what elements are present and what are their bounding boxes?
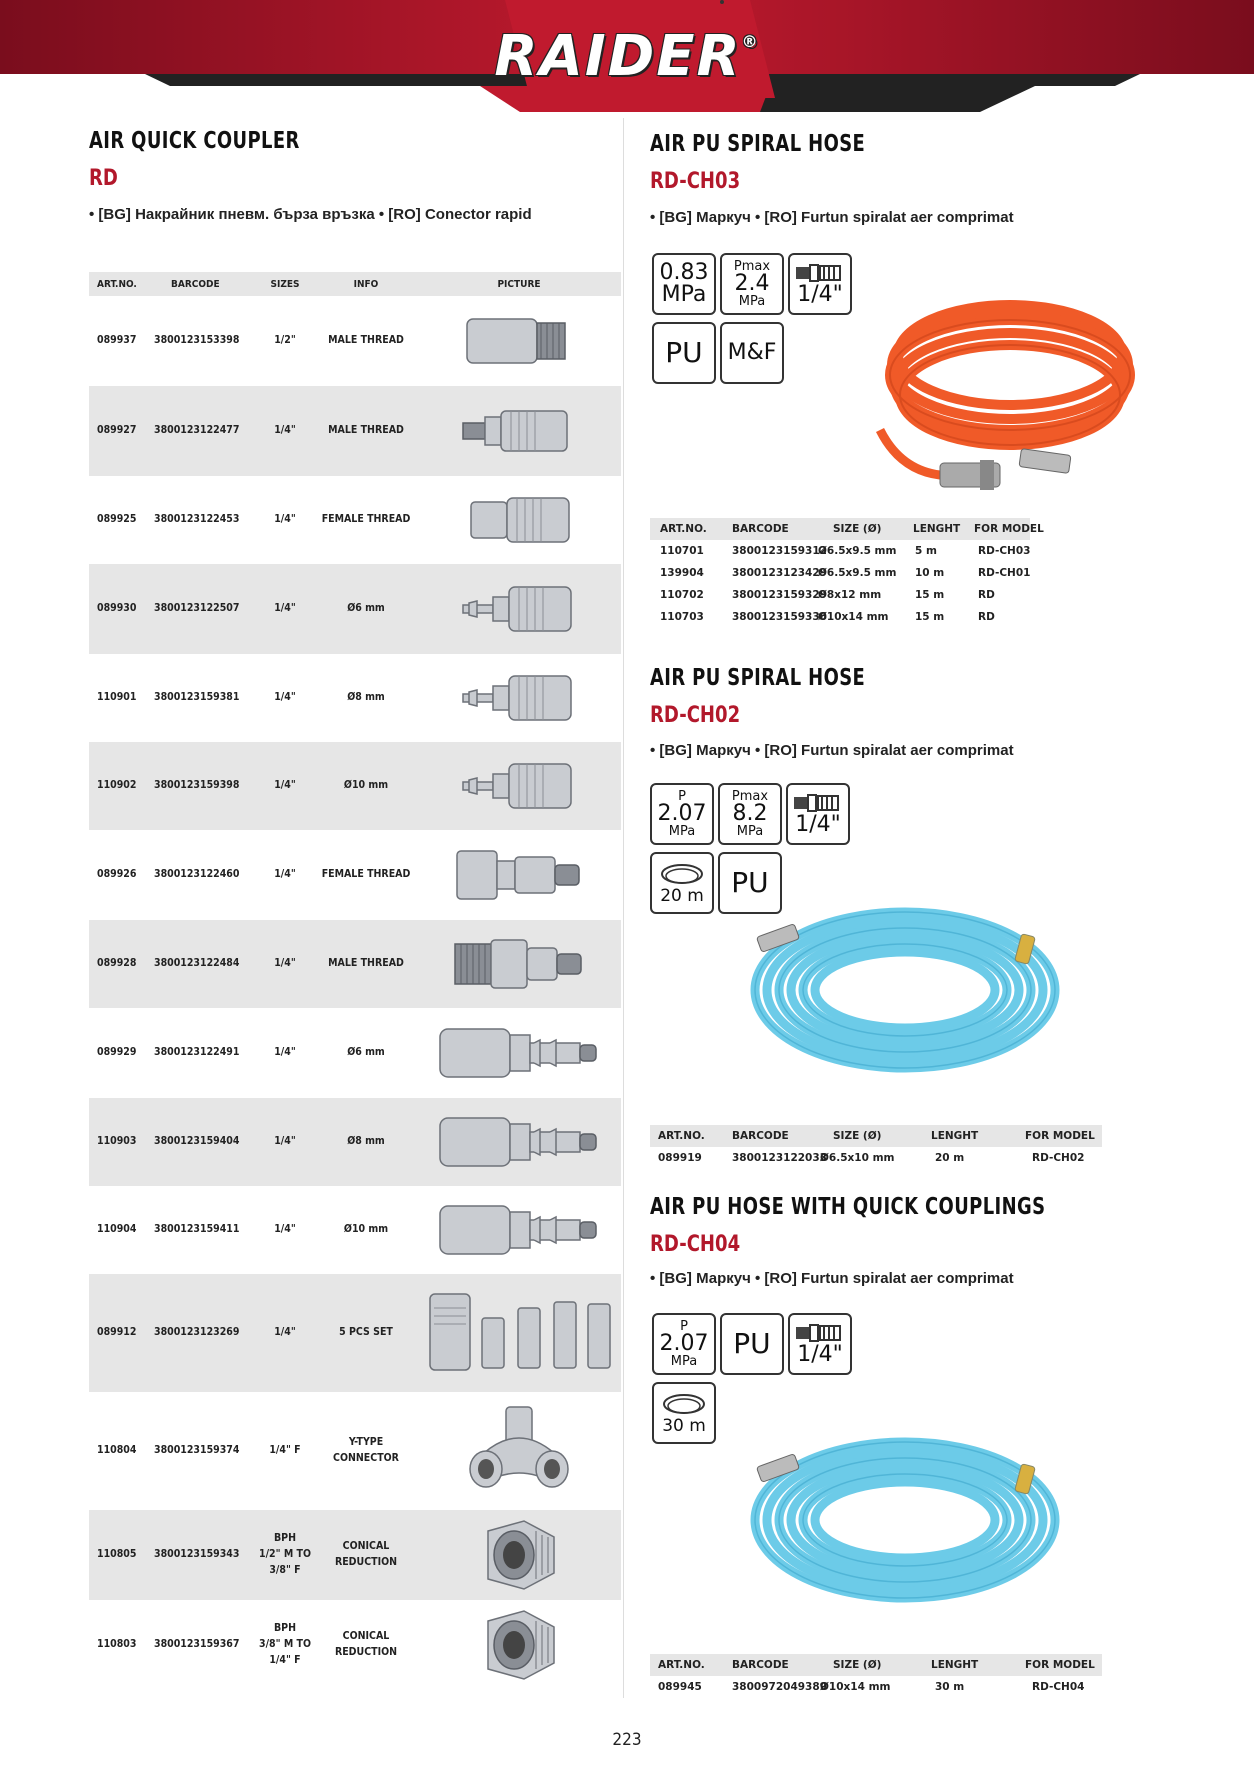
product-picture (419, 564, 619, 654)
length: 15 m (915, 611, 945, 623)
material-icon (652, 322, 716, 384)
p-label: P (678, 789, 686, 804)
table-row (89, 1186, 621, 1274)
barcode: 3800123159404 (154, 1135, 240, 1148)
ch03-table (650, 518, 1044, 628)
info: Ø10 mm (343, 1223, 389, 1236)
product-picture (419, 1008, 619, 1098)
art-number: 089926 (97, 868, 137, 881)
material-value: PU (665, 336, 703, 369)
p-label: P (680, 1319, 688, 1334)
product-picture (419, 920, 619, 1008)
barcode: 3800123159343 (154, 1548, 240, 1561)
product-picture (419, 830, 619, 920)
ch04-table (650, 1654, 1102, 1698)
thread-size: 1/4" (795, 812, 841, 837)
art-number: 089945 (658, 1681, 702, 1693)
product-picture (419, 1186, 619, 1274)
table-row (89, 476, 621, 564)
info: Ø8 mm (347, 691, 385, 704)
product-picture (419, 1600, 619, 1690)
section-title-ch03: AIR PU SPIRAL HOSE (650, 131, 866, 157)
table-row (89, 654, 621, 742)
working-pressure-icon (652, 1313, 716, 1375)
header-art: ART.NO. (658, 1130, 705, 1142)
pmax-label: Pmax (733, 259, 771, 274)
for-model: RD-CH02 (1032, 1152, 1085, 1164)
mf-icon (720, 322, 784, 384)
spiral-hose-orange-image (860, 280, 1160, 500)
table-row (89, 1510, 621, 1600)
header-model: FOR MODEL (974, 523, 1044, 535)
size: 1/4" (274, 957, 296, 970)
barcode: 3800123153398 (154, 334, 240, 347)
barcode: 3800123122477 (154, 424, 240, 437)
info: CONICAL REDUCTION (334, 1540, 398, 1568)
header-barcode: BARCODE (732, 523, 789, 535)
section-model-ch03: RD-CH03 (650, 169, 741, 194)
brand-logo: RAIDER® (494, 24, 760, 89)
art-number: 110701 (660, 545, 704, 557)
art-number: 110903 (97, 1135, 137, 1148)
barcode: 3800123159312 (732, 545, 827, 557)
pressure-value: 0.83 (659, 260, 709, 285)
section-title-coupler: AIR QUICK COUPLER (89, 128, 300, 154)
header-length: LENGHT (931, 1130, 979, 1142)
barcode: 3800123123269 (154, 1326, 240, 1339)
size: BPH 1/2" M TO 3/8" F (259, 1532, 311, 1576)
thread-size: 1/4" (797, 282, 843, 307)
pmax-value: 2.4 (734, 271, 770, 296)
size: 1/4" (274, 424, 296, 437)
info: MALE THREAD (328, 424, 404, 437)
for-model: RD (978, 611, 995, 623)
header-length: LENGHT (913, 523, 961, 535)
art-number: 089929 (97, 1046, 137, 1059)
table-row (650, 562, 1030, 584)
pmax-unit: MPa (736, 824, 764, 839)
table-row (650, 584, 1030, 606)
table-row (89, 742, 621, 830)
header-model: FOR MODEL (1025, 1130, 1095, 1142)
barcode: 3800123159411 (154, 1223, 240, 1236)
table-row (89, 1008, 621, 1098)
table-row (89, 386, 621, 476)
thread-fitting-icon (794, 1322, 846, 1344)
art-number: 089912 (97, 1326, 137, 1339)
info: MALE THREAD (328, 334, 404, 347)
thread-icon (786, 783, 850, 845)
header-size: SIZE (Ø) (833, 1659, 882, 1671)
table-row (89, 296, 621, 386)
coupler-table (89, 272, 621, 1690)
ch02-table-body (650, 1147, 1102, 1169)
coupler-table-header (89, 272, 621, 296)
size: 1/4" (274, 513, 296, 526)
barcode: 3800123123429 (732, 567, 827, 579)
barcode: 3800123122033 (732, 1152, 827, 1164)
header-barcode: BARCODE (732, 1130, 789, 1142)
art-number: 089928 (97, 957, 137, 970)
material-value: PU (731, 866, 769, 899)
thread-icon (788, 1313, 852, 1375)
size: 1/4" F (269, 1444, 301, 1457)
size: 1/4" (274, 1135, 296, 1148)
column-divider (623, 118, 624, 1698)
thread-size: 1/4" (797, 1342, 843, 1367)
table-row (89, 1600, 621, 1690)
art-number: 110804 (97, 1444, 137, 1457)
pressure-icon (652, 253, 716, 315)
barcode: 3800123159329 (732, 589, 827, 601)
size: 1/4" (274, 1046, 296, 1059)
section-desc-ch02: • [BG] Маркуч • [RO] Furtun spiralat aer comprimat (650, 742, 1014, 759)
page-header (0, 0, 1254, 112)
pmax-unit: MPa (738, 294, 766, 309)
hose-length-value: 20 m (660, 885, 704, 906)
thread-fitting-icon (792, 792, 844, 814)
size: 1/4" (274, 602, 296, 615)
art-number: 110803 (97, 1638, 137, 1651)
ch03-table-body (650, 540, 1030, 628)
pmax-icon (718, 783, 782, 845)
pressure-unit: MPa (668, 824, 696, 839)
table-row (650, 606, 1030, 628)
header-info: INFO (353, 278, 379, 290)
ch02-table-header (650, 1125, 1102, 1147)
table-row (650, 540, 1030, 562)
section-model-ch02: RD-CH02 (650, 703, 741, 728)
pmax-icon (720, 0, 724, 4)
barcode: 3800123159381 (154, 691, 240, 704)
thread-fitting-icon (794, 262, 846, 284)
pressure-value: 2.07 (659, 1331, 709, 1356)
art-number: 089925 (97, 513, 137, 526)
size: Ø6.5x9.5 mm (818, 567, 897, 579)
hose-coil-icon (658, 862, 706, 888)
header-sizes: SIZES (270, 278, 300, 290)
product-picture (419, 386, 619, 476)
barcode: 3800123122507 (154, 602, 240, 615)
table-row (89, 1274, 621, 1392)
size: Ø10x14 mm (818, 611, 889, 623)
header-size: SIZE (Ø) (833, 1130, 882, 1142)
for-model: RD-CH01 (978, 567, 1031, 579)
info: FEMALE THREAD (321, 868, 411, 881)
header-art: ART.NO. (660, 523, 707, 535)
barcode: 3800123122453 (154, 513, 240, 526)
info: MALE THREAD (328, 957, 404, 970)
info: Ø6 mm (347, 1046, 385, 1059)
barcode: 3800972049389 (732, 1681, 827, 1693)
art-number: 089930 (97, 602, 137, 615)
size: 1/4" (274, 868, 296, 881)
barcode: 3800123159398 (154, 779, 240, 792)
product-picture (419, 1274, 619, 1392)
barcode: 3800123159336 (732, 611, 827, 623)
art-number: 139904 (660, 567, 704, 579)
mf-value: M&F (727, 340, 777, 365)
section-desc-coupler: • [BG] Накрайник пневм. бърза връзка • [RO] Conector rapid (89, 206, 532, 223)
material-value: PU (733, 1327, 771, 1360)
size: BPH 3/8" M TO 1/4" F (259, 1622, 311, 1666)
material-icon (720, 1313, 784, 1375)
hose-length-icon (652, 1382, 716, 1444)
for-model: RD-CH03 (978, 545, 1031, 557)
info: Ø8 mm (347, 1135, 385, 1148)
art-number: 089937 (97, 334, 137, 347)
size: Ø6.5x10 mm (820, 1152, 895, 1164)
art-number: 110805 (97, 1548, 137, 1561)
ch04-table-header (650, 1654, 1102, 1676)
size: Ø6.5x9.5 mm (818, 545, 897, 557)
header-size: SIZE (Ø) (833, 523, 882, 535)
section-title-ch04: AIR PU HOSE WITH QUICK COUPLINGS (650, 1194, 1046, 1220)
pmax-label: Pmax (731, 789, 769, 804)
header-barcode: BARCODE (171, 278, 220, 290)
product-picture (419, 1098, 619, 1186)
size: Ø8x12 mm (818, 589, 882, 601)
hose-length-icon (650, 852, 714, 914)
info: Ø6 mm (347, 602, 385, 615)
table-row (650, 1147, 1102, 1169)
size: 1/2" (274, 334, 296, 347)
art-number: 089927 (97, 424, 137, 437)
header-art: ART.NO. (97, 278, 137, 290)
header-model: FOR MODEL (1025, 1659, 1095, 1671)
pressure-unit: MPa (670, 1354, 698, 1369)
thread-icon (788, 253, 852, 315)
barcode: 3800123159367 (154, 1638, 240, 1651)
section-desc-ch03: • [BG] Маркуч • [RO] Furtun spiralat aer comprimat (650, 209, 1014, 226)
pressure-unit: MPa (661, 282, 707, 307)
ch04-table-body (650, 1676, 1102, 1698)
art-number: 110703 (660, 611, 704, 623)
length: 30 m (935, 1681, 965, 1693)
product-picture (419, 742, 619, 830)
product-picture (419, 1510, 619, 1600)
size: 1/4" (274, 779, 296, 792)
section-model-ch04: RD-CH04 (650, 1232, 741, 1257)
info: Y-TYPE CONNECTOR (333, 1436, 399, 1464)
header-picture: PICTURE (497, 278, 541, 290)
art-number: 110901 (97, 691, 137, 704)
art-number: 089919 (658, 1152, 702, 1164)
table-row (89, 1392, 621, 1510)
hose-coil-icon (660, 1392, 708, 1418)
barcode: 3800123122460 (154, 868, 240, 881)
barcode: 3800123122484 (154, 957, 240, 970)
art-number: 110904 (97, 1223, 137, 1236)
coupler-table-body (89, 296, 621, 1690)
table-row (650, 1676, 1102, 1698)
info: FEMALE THREAD (321, 513, 411, 526)
info: CONICAL REDUCTION (334, 1630, 398, 1658)
info: 5 PCS SET (339, 1326, 393, 1339)
size: 1/4" (274, 1326, 296, 1339)
section-desc-ch04: • [BG] Маркуч • [RO] Furtun spiralat aer comprimat (650, 1270, 1014, 1287)
art-number: 110702 (660, 589, 704, 601)
barcode: 3800123122491 (154, 1046, 240, 1059)
art-number: 110902 (97, 779, 137, 792)
section-title-ch02: AIR PU SPIRAL HOSE (650, 665, 866, 691)
product-picture (419, 296, 619, 386)
pmax-icon-box (720, 253, 784, 315)
section-model-coupler: RD (89, 166, 118, 191)
length: 15 m (915, 589, 945, 601)
length: 20 m (935, 1152, 965, 1164)
length: 5 m (915, 545, 937, 557)
header-barcode: BARCODE (732, 1659, 789, 1671)
product-picture (419, 1392, 619, 1510)
hose-blue-image-ch04 (740, 1410, 1070, 1620)
hose-length-value: 30 m (662, 1415, 706, 1436)
pressure-value: 2.07 (657, 801, 707, 826)
page-number: 223 (612, 1730, 642, 1750)
barcode: 3800123159374 (154, 1444, 240, 1457)
length: 10 m (915, 567, 945, 579)
size: Ø10x14 mm (820, 1681, 891, 1693)
ch02-table (650, 1125, 1102, 1169)
product-picture (419, 654, 619, 742)
table-row (89, 920, 621, 1008)
ch03-table-header (650, 518, 1044, 540)
hose-blue-image-ch02 (740, 880, 1070, 1090)
for-model: RD (978, 589, 995, 601)
size: 1/4" (274, 691, 296, 704)
header-length: LENGHT (931, 1659, 979, 1671)
info: Ø10 mm (343, 779, 389, 792)
for-model: RD-CH04 (1032, 1681, 1085, 1693)
pmax-value: 8.2 (732, 801, 768, 826)
header-art: ART.NO. (658, 1659, 705, 1671)
table-row (89, 830, 621, 920)
table-row (89, 564, 621, 654)
product-picture (419, 476, 619, 564)
size: 1/4" (274, 1223, 296, 1236)
working-pressure-icon (650, 783, 714, 845)
table-row (89, 1098, 621, 1186)
